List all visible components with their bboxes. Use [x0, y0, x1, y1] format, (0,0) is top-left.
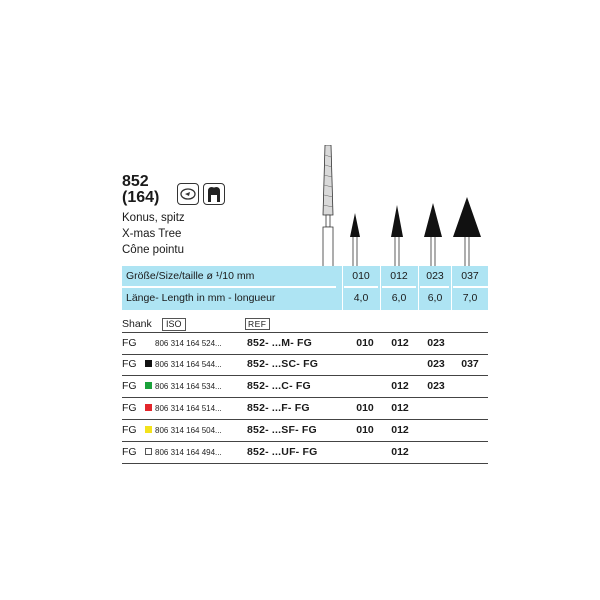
product-code: 852- ...SC- FG	[247, 358, 319, 370]
value-023: 023	[427, 380, 445, 392]
description-fr: Cône pointu	[122, 244, 185, 256]
value-012: 012	[391, 424, 409, 436]
table-row	[122, 420, 488, 442]
product-model: 852	[122, 173, 149, 190]
ref-number: 806 314 164 524...	[155, 339, 222, 348]
band-divider	[344, 286, 378, 288]
table-row	[122, 442, 488, 464]
bur-037-icon	[453, 197, 481, 270]
value-010: 010	[356, 424, 374, 436]
color-swatch-green	[145, 382, 152, 389]
table-row	[122, 354, 488, 376]
product-code: 852- ...F- FG	[247, 402, 310, 414]
bur-023-icon	[424, 203, 442, 270]
table-row	[122, 398, 488, 420]
shank-type: FG	[122, 424, 137, 436]
band-divider	[453, 286, 488, 288]
product-code: 852- ...C- FG	[247, 380, 311, 392]
bur-long-icon	[323, 145, 333, 270]
shank-type: FG	[122, 337, 137, 349]
ref-number: 806 314 164 494...	[155, 448, 222, 457]
value-037: 037	[461, 358, 479, 370]
product-code: 852- ...UF- FG	[247, 446, 318, 458]
ref-number: 806 314 164 514...	[155, 404, 222, 413]
table-row	[122, 332, 488, 355]
product-iso-code: (164)	[122, 189, 160, 206]
value-023: 023	[427, 337, 445, 349]
length-012: 6,0	[391, 292, 407, 304]
ref-header: REF	[245, 318, 270, 330]
ref-number: 806 314 164 504...	[155, 426, 222, 435]
description-de: Konus, spitz	[122, 212, 185, 224]
band-divider	[382, 286, 416, 288]
band-divider	[122, 286, 336, 288]
bur-010-icon	[350, 213, 360, 270]
shank-header: Shank	[122, 318, 152, 330]
table-row	[122, 376, 488, 398]
size-023: 023	[426, 270, 444, 282]
description-en: X-mas Tree	[122, 228, 182, 240]
ref-number: 806 314 164 534...	[155, 382, 222, 391]
value-012: 012	[391, 402, 409, 414]
value-012: 012	[391, 380, 409, 392]
ref-number: 806 314 164 544...	[155, 360, 222, 369]
band-divider	[420, 286, 449, 288]
color-swatch-white	[145, 448, 152, 455]
shank-type: FG	[122, 358, 137, 370]
col-divider	[418, 266, 419, 310]
size-037: 037	[461, 270, 479, 282]
col-divider	[451, 266, 452, 310]
color-swatch-yellow	[145, 426, 152, 433]
col-divider	[380, 266, 381, 310]
value-012: 012	[391, 337, 409, 349]
size-label: Größe/Size/taille ø ¹/10 mm	[126, 270, 255, 282]
length-label: Länge- Length in mm - longueur	[126, 292, 276, 304]
tooth-crown-icon	[203, 183, 225, 205]
shank-type: FG	[122, 380, 137, 392]
bur-012-icon	[391, 205, 403, 270]
shank-type: FG	[122, 402, 137, 414]
shank-type: FG	[122, 446, 137, 458]
col-divider	[342, 266, 343, 310]
color-swatch-black	[145, 360, 152, 367]
color-swatch-red	[145, 404, 152, 411]
length-010: 4,0	[353, 292, 369, 304]
value-010: 010	[356, 402, 374, 414]
iso-header: ISO	[162, 318, 186, 331]
length-023: 6,0	[427, 292, 443, 304]
tooth-cavity-icon	[177, 183, 199, 205]
product-code: 852- ...SF- FG	[247, 424, 317, 436]
value-023: 023	[427, 358, 445, 370]
length-037: 7,0	[462, 292, 478, 304]
value-012: 012	[391, 446, 409, 458]
product-code: 852- ...M- FG	[247, 337, 313, 349]
size-010: 010	[352, 270, 370, 282]
size-012: 012	[390, 270, 408, 282]
bur-illustrations	[290, 145, 490, 270]
value-010: 010	[356, 337, 374, 349]
